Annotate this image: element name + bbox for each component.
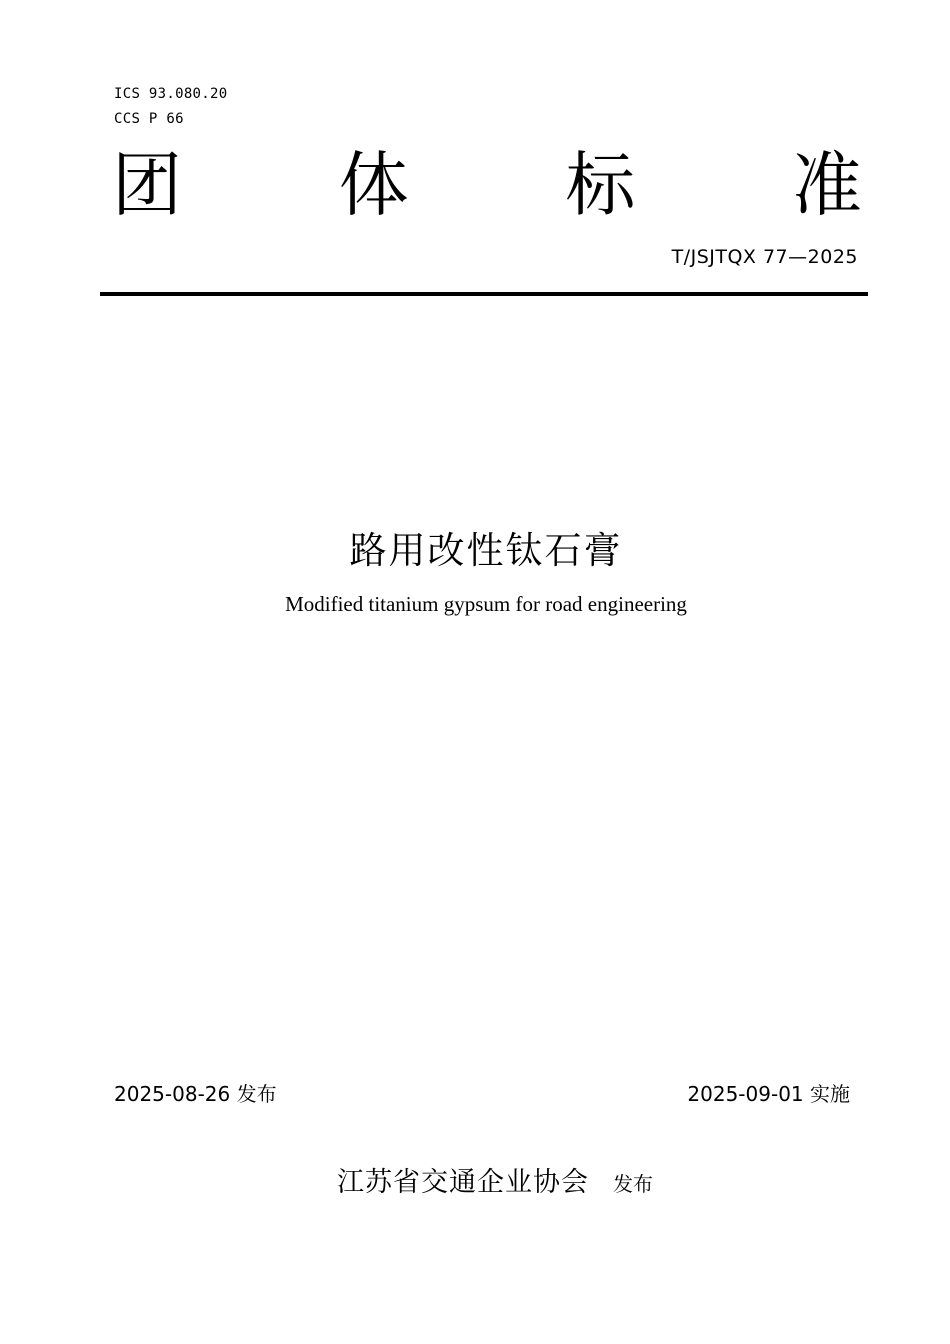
heading-char-4: 准 bbox=[791, 144, 862, 226]
publish-date: 2025-08-26 发布 bbox=[114, 1082, 277, 1106]
issuer-suffix: 发布 bbox=[613, 1172, 653, 1196]
ccs-code: CCS P 66 bbox=[114, 111, 184, 127]
issuer-line bbox=[0, 1160, 950, 1199]
document-title-cn: 路用改性钛石膏 bbox=[349, 529, 623, 572]
heading-char-2: 体 bbox=[338, 144, 409, 226]
document-title-en: Modified titanium gypsum for road engineering bbox=[285, 592, 687, 616]
issuer-name: 江苏省交通企业协会 bbox=[337, 1167, 589, 1198]
ics-code: ICS 93.080.20 bbox=[114, 86, 228, 102]
header-divider bbox=[100, 292, 868, 296]
standard-type-heading bbox=[112, 140, 862, 230]
heading-char-1: 团 bbox=[112, 144, 182, 226]
heading-char-3: 标 bbox=[565, 144, 636, 226]
standard-number: T/JSJTQX 77—2025 bbox=[671, 246, 858, 268]
implementation-date: 2025-09-01 实施 bbox=[687, 1082, 850, 1106]
